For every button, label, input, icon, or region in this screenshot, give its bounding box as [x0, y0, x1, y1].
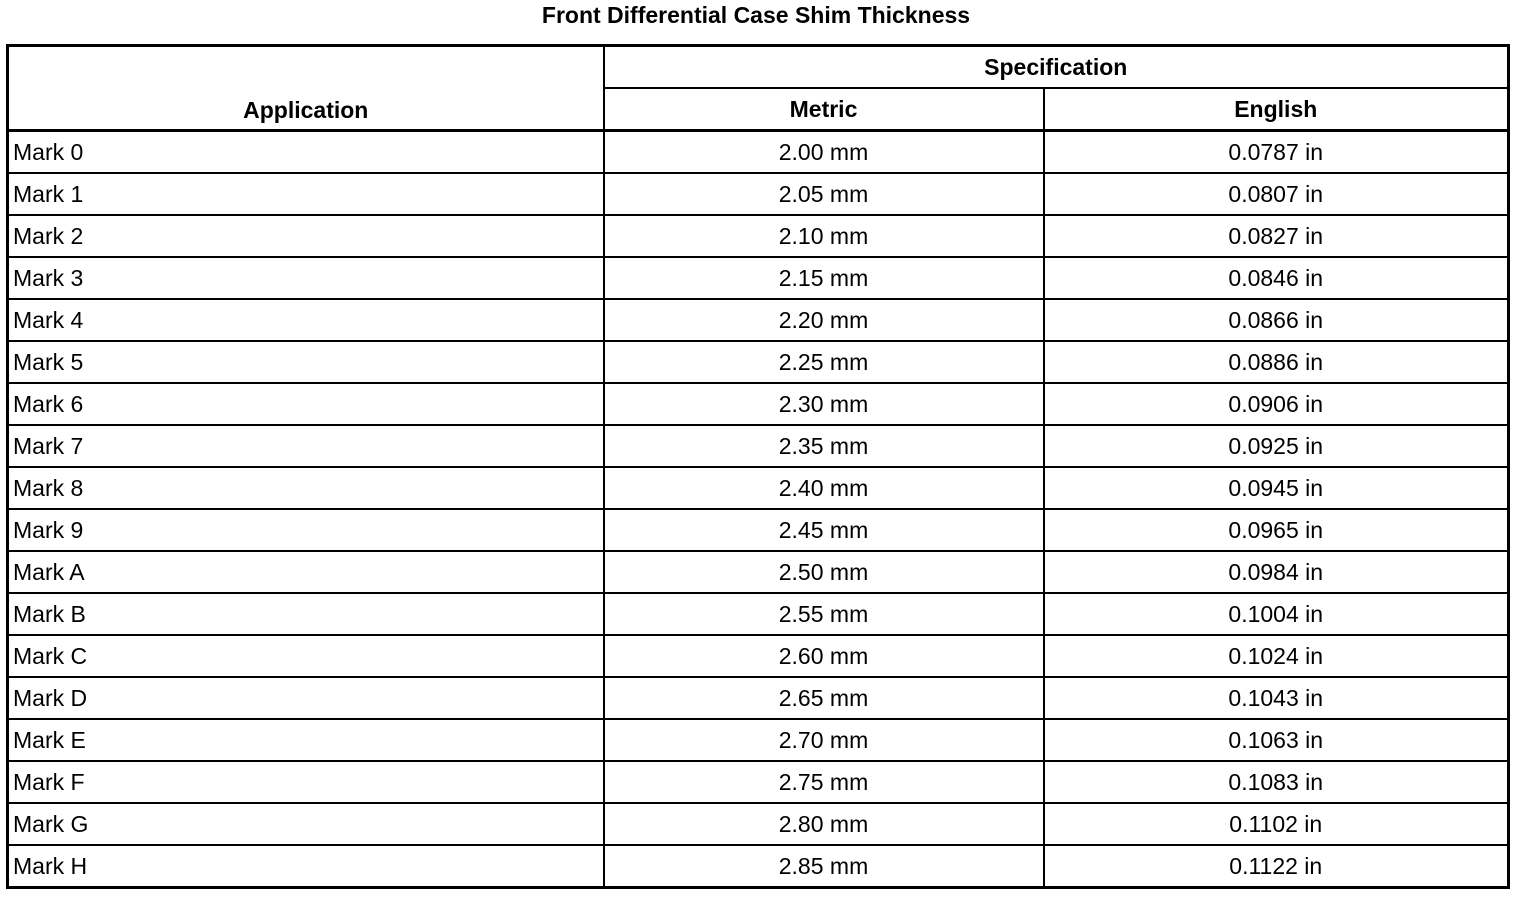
metric-cell: 2.20 mm — [604, 299, 1044, 341]
table-row — [8, 131, 1509, 174]
metric-cell: 2.85 mm — [604, 845, 1044, 888]
table-row — [8, 215, 1509, 257]
application-cell: Mark 7 — [8, 425, 604, 467]
table-row — [8, 257, 1509, 299]
english-cell: 0.1102 in — [1044, 803, 1509, 845]
metric-cell: 2.00 mm — [604, 131, 1044, 174]
application-cell: Mark D — [8, 677, 604, 719]
english-cell: 0.1043 in — [1044, 677, 1509, 719]
english-cell: 0.1024 in — [1044, 635, 1509, 677]
metric-column-header: Metric — [604, 88, 1044, 131]
metric-cell: 2.80 mm — [604, 803, 1044, 845]
metric-cell: 2.30 mm — [604, 383, 1044, 425]
application-cell: Mark 3 — [8, 257, 604, 299]
application-cell: Mark 2 — [8, 215, 604, 257]
english-cell: 0.0886 in — [1044, 341, 1509, 383]
table-row — [8, 845, 1509, 888]
application-cell: Mark C — [8, 635, 604, 677]
english-cell: 0.0945 in — [1044, 467, 1509, 509]
metric-cell: 2.35 mm — [604, 425, 1044, 467]
page-title: Front Differential Case Shim Thickness — [541, 2, 971, 28]
table-row — [8, 467, 1509, 509]
application-cell: Mark 4 — [8, 299, 604, 341]
application-cell: Mark 9 — [8, 509, 604, 551]
english-cell: 0.1004 in — [1044, 593, 1509, 635]
english-column-header: English — [1044, 88, 1509, 131]
english-cell: 0.1063 in — [1044, 719, 1509, 761]
application-cell: Mark 0 — [8, 131, 604, 174]
application-cell: Mark G — [8, 803, 604, 845]
metric-cell: 2.55 mm — [604, 593, 1044, 635]
table-row — [8, 677, 1509, 719]
table-row — [8, 299, 1509, 341]
english-cell: 0.0827 in — [1044, 215, 1509, 257]
english-cell: 0.0984 in — [1044, 551, 1509, 593]
metric-cell: 2.40 mm — [604, 467, 1044, 509]
english-cell: 0.0925 in — [1044, 425, 1509, 467]
table-body — [8, 131, 1509, 888]
table-row — [8, 719, 1509, 761]
metric-cell: 2.45 mm — [604, 509, 1044, 551]
application-cell: Mark E — [8, 719, 604, 761]
table-row — [8, 383, 1509, 425]
header-row-1 — [8, 46, 1509, 89]
english-cell: 0.0807 in — [1044, 173, 1509, 215]
english-cell: 0.1122 in — [1044, 845, 1509, 888]
english-cell: 0.0866 in — [1044, 299, 1509, 341]
table-row — [8, 425, 1509, 467]
metric-cell: 2.70 mm — [604, 719, 1044, 761]
table-row — [8, 593, 1509, 635]
metric-cell: 2.60 mm — [604, 635, 1044, 677]
english-cell: 0.0846 in — [1044, 257, 1509, 299]
table-row — [8, 341, 1509, 383]
english-cell: 0.1083 in — [1044, 761, 1509, 803]
application-cell: Mark A — [8, 551, 604, 593]
metric-cell: 2.05 mm — [604, 173, 1044, 215]
metric-cell: 2.25 mm — [604, 341, 1044, 383]
english-cell: 0.0965 in — [1044, 509, 1509, 551]
application-cell: Mark 6 — [8, 383, 604, 425]
table-row — [8, 803, 1509, 845]
shim-thickness-table — [6, 44, 1510, 889]
english-cell: 0.0787 in — [1044, 131, 1509, 174]
application-cell: Mark 5 — [8, 341, 604, 383]
metric-cell: 2.15 mm — [604, 257, 1044, 299]
application-cell: Mark B — [8, 593, 604, 635]
table-row — [8, 509, 1509, 551]
specification-column-header: Specification — [604, 46, 1509, 89]
application-cell: Mark H — [8, 845, 604, 888]
metric-cell: 2.65 mm — [604, 677, 1044, 719]
english-cell: 0.0906 in — [1044, 383, 1509, 425]
metric-cell: 2.75 mm — [604, 761, 1044, 803]
table-row — [8, 761, 1509, 803]
application-cell: Mark 1 — [8, 173, 604, 215]
application-cell: Mark F — [8, 761, 604, 803]
table-row — [8, 173, 1509, 215]
application-column-header: Application — [8, 46, 604, 131]
table-row — [8, 551, 1509, 593]
application-cell: Mark 8 — [8, 467, 604, 509]
metric-cell: 2.10 mm — [604, 215, 1044, 257]
metric-cell: 2.50 mm — [604, 551, 1044, 593]
table-row — [8, 635, 1509, 677]
table-header — [8, 46, 1509, 131]
